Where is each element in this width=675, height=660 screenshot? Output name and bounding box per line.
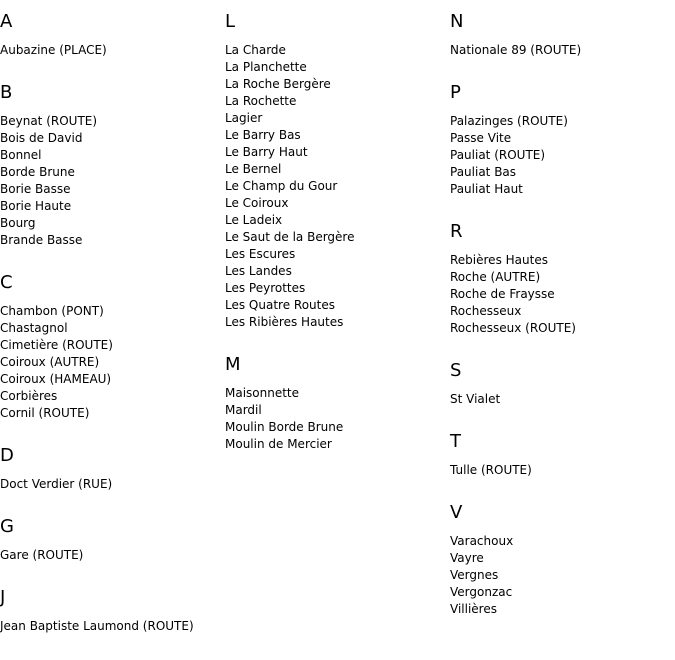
place-list — [0, 547, 225, 564]
letter-heading: B — [0, 82, 13, 103]
place-link[interactable]: Borie Haute — [0, 199, 72, 213]
place-link[interactable]: Doct Verdier (RUE) — [0, 477, 113, 491]
place-link[interactable]: Bois de David — [0, 131, 83, 145]
place-list — [0, 42, 225, 59]
letter-group-l — [225, 12, 450, 331]
letter-group-g — [0, 517, 225, 564]
place-link[interactable]: Bourg — [0, 216, 36, 230]
place-link[interactable]: Coiroux (AUTRE) — [0, 355, 100, 369]
place-link[interactable]: Chastagnol — [0, 321, 68, 335]
place-list — [450, 42, 675, 59]
place-link[interactable]: Les Escures — [225, 247, 296, 261]
place-link[interactable]: Cornil (ROUTE) — [0, 406, 90, 420]
letter-group-m — [225, 355, 450, 453]
place-link[interactable]: Moulin de Mercier — [225, 437, 332, 451]
letter-group-b — [0, 83, 225, 249]
letter-heading: T — [450, 431, 461, 452]
place-link[interactable]: Vergonzac — [450, 585, 513, 599]
place-list — [450, 391, 675, 408]
place-link[interactable]: Les Quatre Routes — [225, 298, 335, 312]
letter-heading: M — [225, 354, 241, 375]
place-link[interactable]: La Rochette — [225, 94, 297, 108]
place-link[interactable]: Jean Baptiste Laumond (ROUTE) — [0, 619, 194, 633]
place-link[interactable]: Le Ladeix — [225, 213, 283, 227]
place-link[interactable]: Rebières Hautes — [450, 253, 548, 267]
place-link[interactable]: Le Barry Haut — [225, 145, 308, 159]
place-link[interactable]: Varachoux — [450, 534, 514, 548]
place-link[interactable]: Vergnes — [450, 568, 499, 582]
letter-heading: D — [0, 445, 14, 466]
place-link[interactable]: Rochesseux (ROUTE) — [450, 321, 576, 335]
index-column-2 — [225, 0, 450, 453]
place-link[interactable]: Pauliat Bas — [450, 165, 517, 179]
letter-group-p — [450, 83, 675, 198]
place-link[interactable]: Roche de Fraysse — [450, 287, 555, 301]
letter-group-j — [0, 588, 225, 635]
letter-heading: R — [450, 221, 463, 242]
place-list — [450, 113, 675, 198]
letter-heading: N — [450, 11, 464, 32]
place-link[interactable]: La Planchette — [225, 60, 307, 74]
place-link[interactable]: St Vialet — [450, 392, 501, 406]
place-link[interactable]: Brande Basse — [0, 233, 83, 247]
place-link[interactable]: Le Saut de la Bergère — [225, 230, 355, 244]
place-list — [450, 252, 675, 337]
place-link[interactable]: La Charde — [225, 43, 286, 57]
place-link[interactable]: Les Peyrottes — [225, 281, 306, 295]
place-link[interactable]: Villières — [450, 602, 497, 616]
place-link[interactable]: Beynat (ROUTE) — [0, 114, 98, 128]
place-link[interactable]: Mardil — [225, 403, 262, 417]
letter-group-r — [450, 222, 675, 337]
place-link[interactable]: Borie Basse — [0, 182, 71, 196]
place-link[interactable]: Nationale 89 (ROUTE) — [450, 43, 582, 57]
place-link[interactable]: Tulle (ROUTE) — [450, 463, 532, 477]
letter-heading: L — [225, 11, 236, 32]
letter-group-s — [450, 361, 675, 408]
place-list — [0, 113, 225, 249]
letter-group-d — [0, 446, 225, 493]
letter-group-v — [450, 503, 675, 618]
place-link[interactable]: Corbières — [0, 389, 58, 403]
place-link[interactable]: Palazinges (ROUTE) — [450, 114, 568, 128]
index-column-3 — [450, 0, 675, 618]
place-list — [450, 533, 675, 618]
letter-group-c — [0, 273, 225, 422]
place-link[interactable]: Les Landes — [225, 264, 292, 278]
place-link[interactable]: Rochesseux — [450, 304, 522, 318]
place-link[interactable]: Passe Vite — [450, 131, 512, 145]
place-link[interactable]: Moulin Borde Brune — [225, 420, 344, 434]
letter-heading: C — [0, 272, 13, 293]
place-link[interactable]: Chambon (PONT) — [0, 304, 104, 318]
place-link[interactable]: Lagier — [225, 111, 263, 125]
place-link[interactable]: Cimetière (ROUTE) — [0, 338, 113, 352]
place-link[interactable]: Pauliat (ROUTE) — [450, 148, 546, 162]
place-link[interactable]: Vayre — [450, 551, 484, 565]
letter-heading: A — [0, 11, 13, 32]
place-list — [450, 462, 675, 479]
place-list — [0, 303, 225, 422]
letter-heading: G — [0, 516, 14, 537]
place-link[interactable]: Le Barry Bas — [225, 128, 301, 142]
place-link[interactable]: Le Coiroux — [225, 196, 289, 210]
place-list — [0, 618, 225, 635]
place-link[interactable]: Pauliat Haut — [450, 182, 523, 196]
place-link[interactable]: Maisonnette — [225, 386, 300, 400]
place-link[interactable]: Aubazine (PLACE) — [0, 43, 107, 57]
place-link[interactable]: Coiroux (HAMEAU) — [0, 372, 112, 386]
letter-heading: S — [450, 360, 462, 381]
letter-group-n — [450, 12, 675, 59]
place-list — [0, 476, 225, 493]
place-link[interactable]: La Roche Bergère — [225, 77, 331, 91]
letter-group-a — [0, 12, 225, 59]
letter-heading: P — [450, 82, 461, 103]
place-link[interactable]: Bonnel — [0, 148, 42, 162]
place-link[interactable]: Le Champ du Gour — [225, 179, 338, 193]
letter-heading: V — [450, 502, 463, 523]
place-link[interactable]: Gare (ROUTE) — [0, 548, 84, 562]
place-link[interactable]: Le Bernel — [225, 162, 282, 176]
place-list — [225, 385, 450, 453]
place-link[interactable]: Roche (AUTRE) — [450, 270, 541, 284]
letter-group-t — [450, 432, 675, 479]
place-list — [225, 42, 450, 331]
letter-heading: J — [0, 587, 6, 608]
index-column-1 — [0, 0, 225, 635]
place-link[interactable]: Les Ribières Hautes — [225, 315, 344, 329]
place-link[interactable]: Borde Brune — [0, 165, 75, 179]
